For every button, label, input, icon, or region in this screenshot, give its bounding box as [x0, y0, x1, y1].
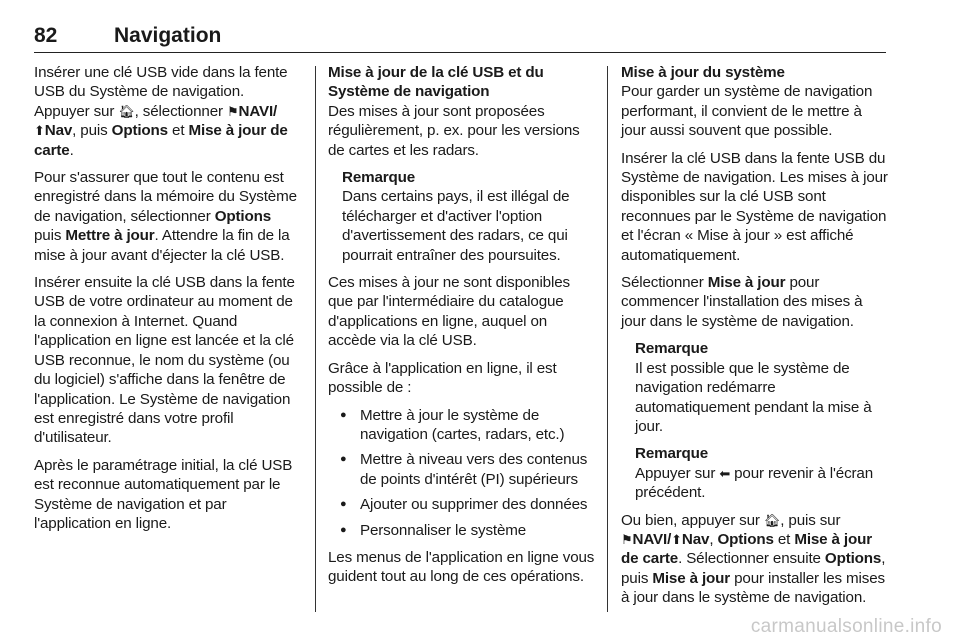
paragraph: Insérer ensuite la clé USB dans la fente USB de votre ordinateur au moment de la connexion à Internet. Quand l'application en ligne est lancée et la clé USB reconnue, le nom du système (ou du logiciel) s'affiche dans la fenêtre de l'application. Le Système de navigation est enregistré dans votre profil d'utilisateur. — [34, 274, 295, 447]
note-title: Remarque — [342, 169, 416, 187]
page-header — [34, 24, 886, 53]
paragraph: Après le paramétrage initial, la clé USB est reconnue automatiquement par le Système de navigation et par l'application en ligne. — [34, 456, 293, 532]
bullet-list — [328, 406, 596, 540]
note-box: Remarque Appuyer sur ⬅ pour revenir à l'écran précédent. — [635, 444, 889, 502]
paragraph: Des mises à jour sont proposées régulièrement, p. ex. pour les versions de cartes et les radars. — [328, 102, 580, 159]
paragraph: Ou bien, appuyer sur 🏠︎, puis sur ⚑NAVI/⬆Nav, Options et Mise à jour de carte. Sélectionner ensuite Options, puis Mise à jour pour installer les mises à jour dans le système de navigation. — [621, 511, 886, 607]
paragraph: Pour s'assurer que tout le contenu est enregistré dans la mémoire du Système de navigation, sélectionner Options puis Mettre à jour. Attendre la fin de la mise à jour avant d'éjecter la clé USB. — [34, 169, 297, 264]
paragraph: Grâce à l'application en ligne, il est possible de : — [328, 359, 557, 397]
list-item: ● Personnaliser le système — [328, 521, 596, 540]
column-divider — [315, 66, 316, 612]
flag-icon: ⚑ — [621, 531, 633, 547]
list-item: ● Mettre à niveau vers des contenus de points d'intérêt (PI) supérieurs — [328, 450, 596, 489]
arrow-up-icon: ⬆ — [34, 123, 45, 139]
paragraph: Sélectionner Mise à jour pour commencer l'installation des mises à jour dans le système de navigation. — [621, 274, 863, 330]
paragraph: Pour garder un système de navigation performant, il convient de le mettre à jour aussi souvent que possible. — [621, 83, 873, 140]
column-2 — [328, 63, 596, 595]
page-number: 82 — [34, 24, 58, 47]
paragraph: Les menus de l'application en ligne vous guident tout au long de ces opérations. — [328, 548, 595, 586]
back-arrow-icon: ⬅ — [719, 465, 731, 481]
list-item: ● Ajouter ou supprimer des données — [328, 495, 596, 514]
column-1 — [34, 63, 302, 541]
arrow-up-icon: ⬆ — [671, 531, 682, 547]
paragraph: Insérer la clé USB dans la fente USB du Système de navigation. Les mises à jour disponibles sur la clé USB sont reconnues par le Système de navigation et l'écran « Mise à jour » est affiché automatiquement. — [621, 149, 888, 264]
paragraph: Insérer une clé USB vide dans la fente USB du Système de navigation. Appuyer sur 🏠︎, sélectionner ⚑NAVI/ ⬆Nav, puis Options et Mise à jour de carte. — [34, 64, 288, 159]
section-heading: Mise à jour de la clé USB et du Système de navigation — [328, 64, 544, 101]
note-text: Dans certains pays, il est illégal de télécharger et d'activer l'option d'avertissement des radars, ce qui pourrait entraîner des poursuites. — [342, 188, 570, 264]
column-divider — [607, 66, 608, 612]
column-3 — [621, 63, 889, 616]
note-title: Remarque — [635, 445, 709, 463]
list-item: ● Mettre à jour le système de navigation (cartes, radars, etc.) — [328, 406, 596, 445]
note-box — [342, 168, 596, 265]
flag-icon: ⚑ — [226, 103, 239, 119]
home-icon: 🏠︎ — [763, 512, 781, 528]
note-text: Il est possible que le système de navigation redémarre automatiquement pendant la mise à jour. — [635, 359, 872, 435]
watermark: carmanualsonline.info — [750, 616, 942, 637]
section-title: Navigation — [114, 24, 222, 47]
note-box — [635, 339, 889, 436]
note-title: Remarque — [635, 340, 709, 358]
home-icon: 🏠︎ — [118, 103, 135, 119]
paragraph: Ces mises à jour ne sont disponibles que par l'intermédiaire du catalogue d'applications en ligne, auquel on accède via la clé USB. — [328, 274, 570, 350]
section-heading: Mise à jour du système — [621, 64, 785, 81]
